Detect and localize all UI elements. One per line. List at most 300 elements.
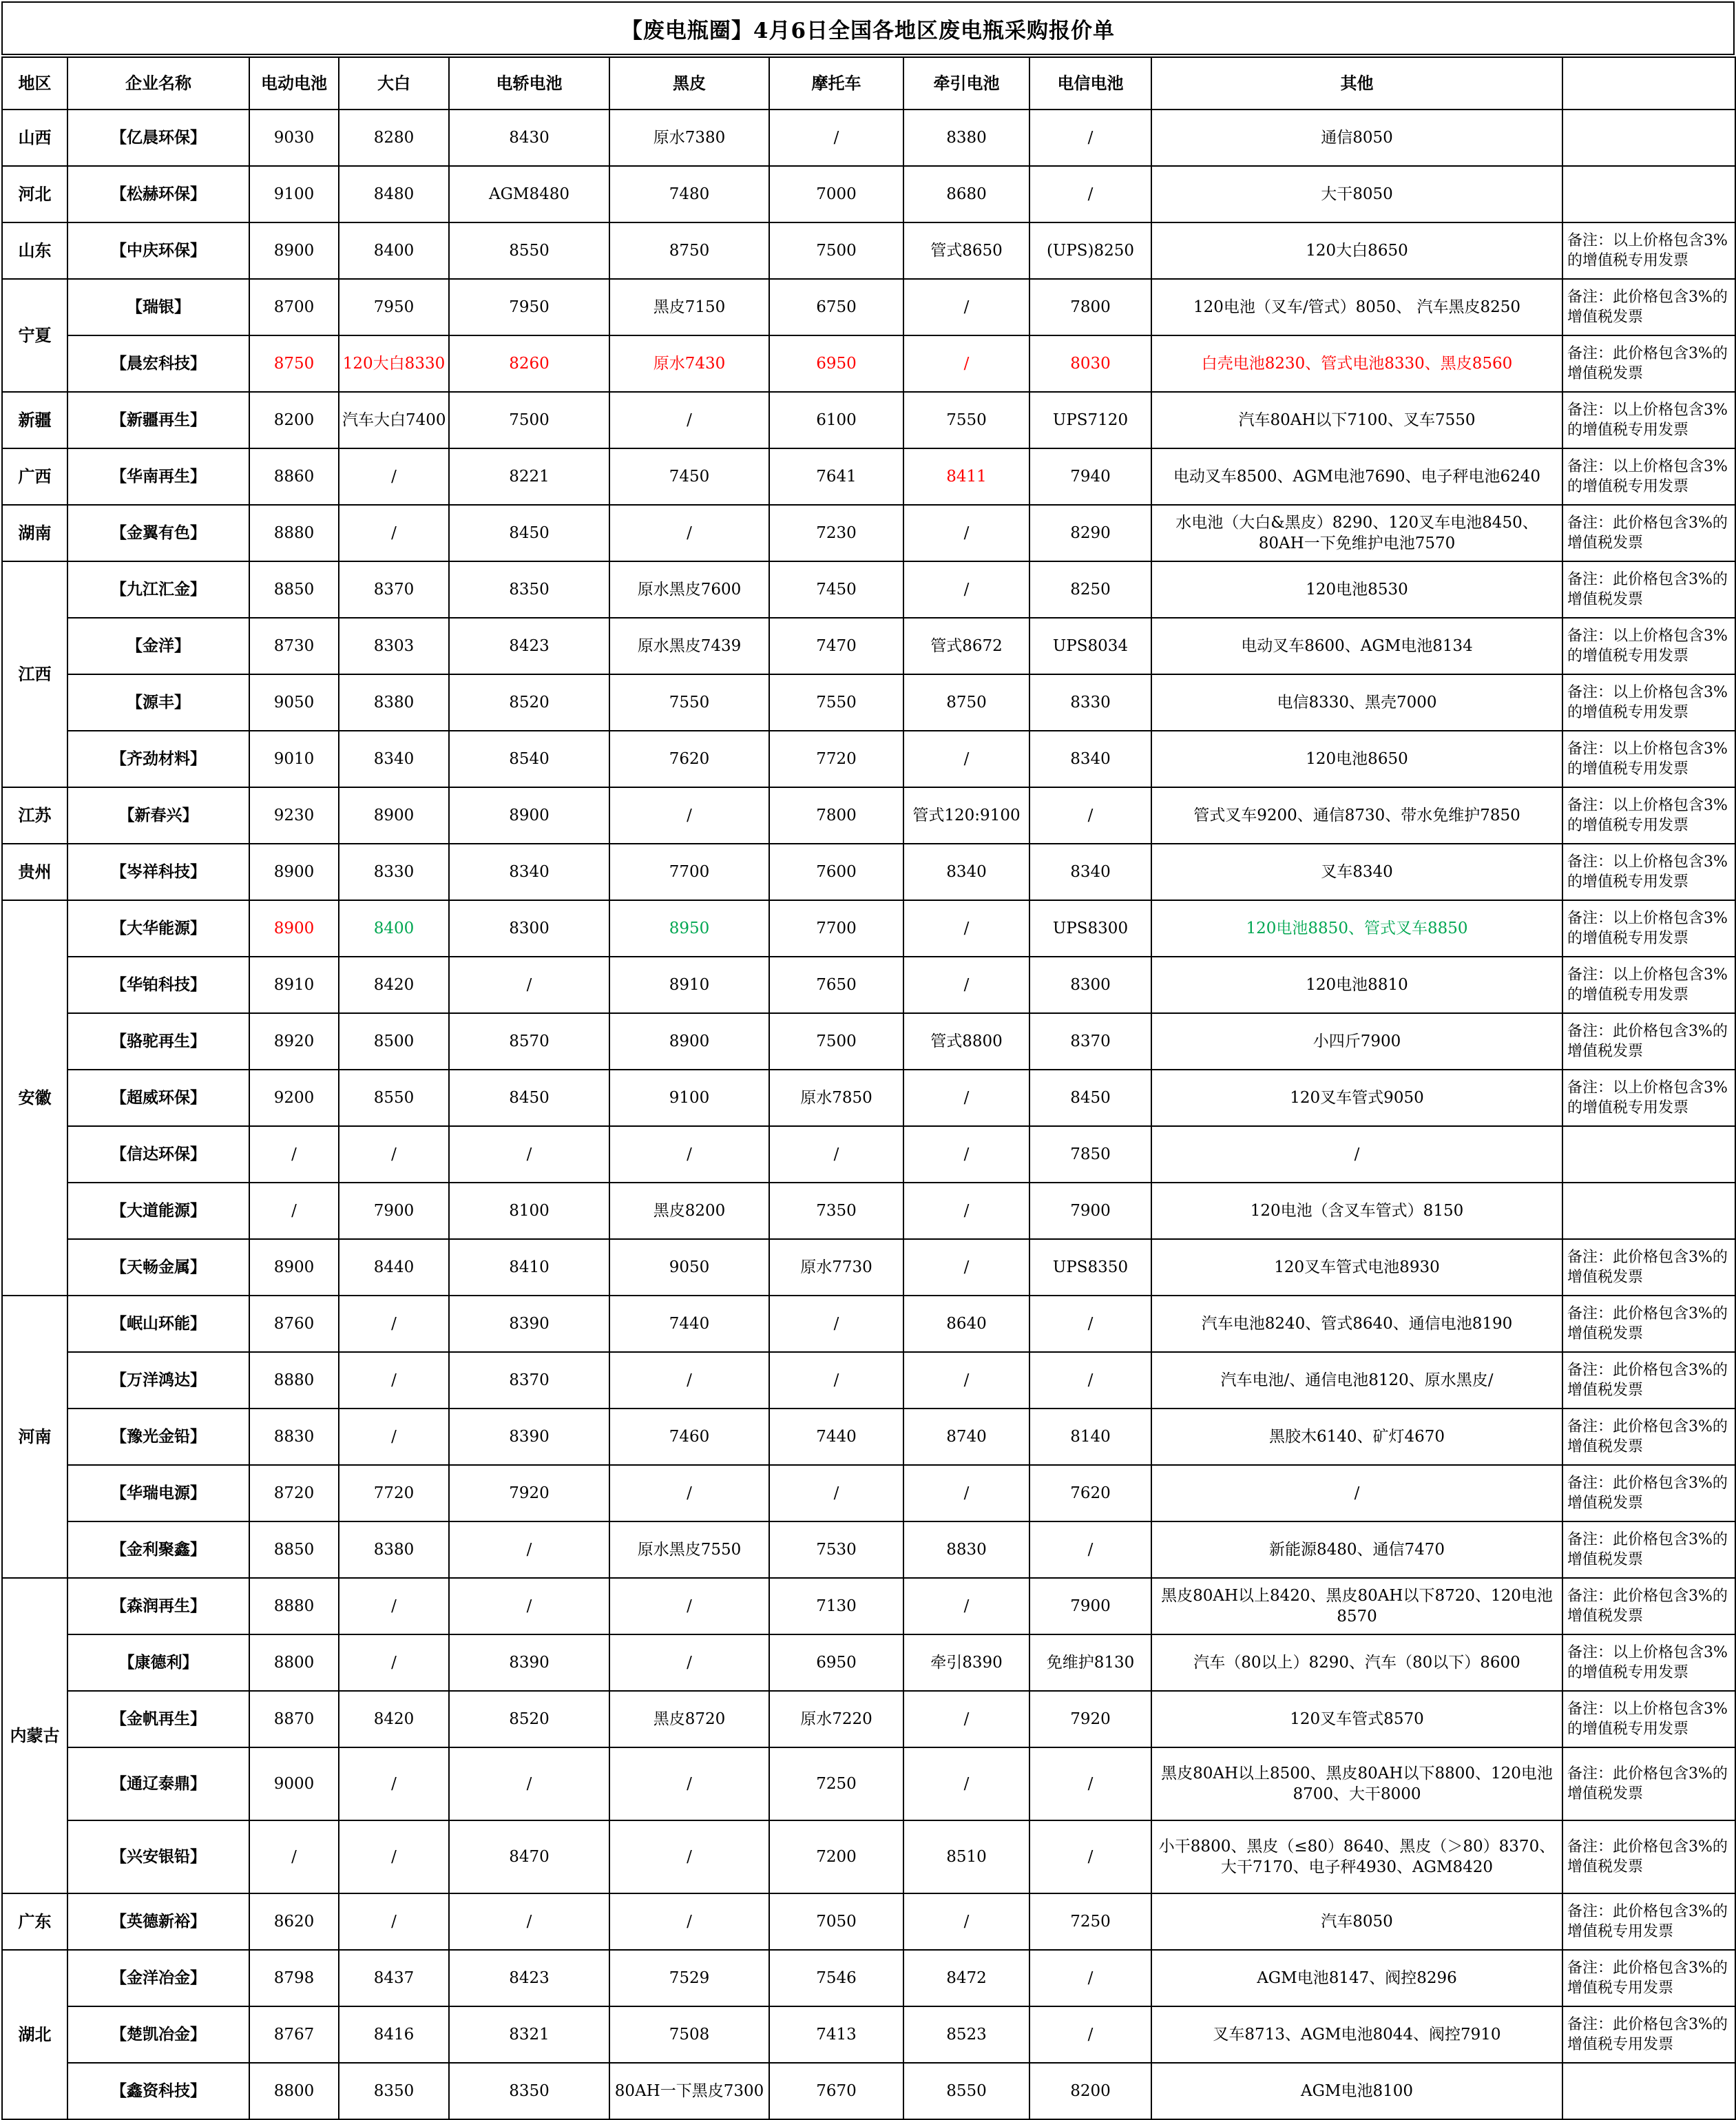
note-cell: 备注：此价格包含3%的增值税发票 xyxy=(1562,1409,1735,1465)
ev-battery-cell: 8900 xyxy=(249,1239,339,1296)
traction-cell: / xyxy=(903,335,1029,392)
dabai-cell: 7720 xyxy=(339,1465,449,1521)
traction-cell: 管式8650 xyxy=(903,222,1029,279)
other-cell: 电动叉车8600、AGM电池8134 xyxy=(1151,618,1562,674)
traction-cell: / xyxy=(903,1239,1029,1296)
dianjiao-cell: 8300 xyxy=(449,900,609,957)
other-cell: 120电池8850、管式叉车8850 xyxy=(1151,900,1562,957)
heipi-cell: 8950 xyxy=(609,900,769,957)
company-cell: 【大华能源】 xyxy=(67,900,249,957)
traction-cell: 管式120:9100 xyxy=(903,787,1029,844)
heipi-cell: 7450 xyxy=(609,448,769,505)
heipi-cell: 7550 xyxy=(609,674,769,731)
company-cell: 【兴安银铅】 xyxy=(67,1820,249,1893)
ev-battery-cell: 8920 xyxy=(249,1013,339,1070)
other-cell: 120叉车管式9050 xyxy=(1151,1070,1562,1126)
region-cell: 宁夏 xyxy=(2,279,67,392)
ev-battery-cell: 8830 xyxy=(249,1409,339,1465)
ev-battery-cell: 8880 xyxy=(249,1352,339,1409)
telecom-cell: 免维护8130 xyxy=(1029,1634,1151,1691)
ev-battery-cell: 8798 xyxy=(249,1950,339,2006)
traction-cell: 8510 xyxy=(903,1820,1029,1893)
telecom-cell: 8300 xyxy=(1029,957,1151,1013)
motorcycle-cell: 6750 xyxy=(769,279,903,335)
table-row xyxy=(2,674,1735,731)
price-sheet xyxy=(1,1,1735,2120)
header-telecom: 电信电池 xyxy=(1029,57,1151,110)
heipi-cell: 8750 xyxy=(609,222,769,279)
heipi-cell: 7620 xyxy=(609,731,769,787)
table-row xyxy=(2,1183,1735,1239)
telecom-cell: 7620 xyxy=(1029,1465,1151,1521)
dabai-cell: / xyxy=(339,1747,449,1820)
dianjiao-cell: / xyxy=(449,1521,609,1578)
company-cell: 【通辽泰鼎】 xyxy=(67,1747,249,1820)
dianjiao-cell: / xyxy=(449,957,609,1013)
table-row xyxy=(2,2006,1735,2063)
table-row xyxy=(2,1070,1735,1126)
ev-battery-cell: 8760 xyxy=(249,1296,339,1352)
dabai-cell: 120大白8330 xyxy=(339,335,449,392)
dabai-cell: 8380 xyxy=(339,1521,449,1578)
other-cell: 汽车8050 xyxy=(1151,1893,1562,1950)
note-cell: 备注：此价格包含3%的增值税专用发票 xyxy=(1562,2006,1735,2063)
motorcycle-cell: 7546 xyxy=(769,1950,903,2006)
note-cell: 备注：此价格包含3%的增值税发票 xyxy=(1562,1352,1735,1409)
table-row xyxy=(2,787,1735,844)
note-cell: 备注：此价格包含3%的增值税发票 xyxy=(1562,1296,1735,1352)
region-cell: 河北 xyxy=(2,166,67,222)
region-cell: 贵州 xyxy=(2,844,67,900)
ev-battery-cell: 8720 xyxy=(249,1465,339,1521)
telecom-cell: (UPS)8250 xyxy=(1029,222,1151,279)
region-cell: 江苏 xyxy=(2,787,67,844)
dianjiao-cell: / xyxy=(449,1747,609,1820)
heipi-cell: 7480 xyxy=(609,166,769,222)
dianjiao-cell: 8450 xyxy=(449,505,609,561)
company-cell: 【金帆再生】 xyxy=(67,1691,249,1747)
other-cell: / xyxy=(1151,1126,1562,1183)
table-row xyxy=(2,1126,1735,1183)
company-cell: 【鑫资科技】 xyxy=(67,2063,249,2119)
dabai-cell: 8420 xyxy=(339,957,449,1013)
dabai-cell: 8900 xyxy=(339,787,449,844)
company-cell: 【天畅金属】 xyxy=(67,1239,249,1296)
motorcycle-cell: 7700 xyxy=(769,900,903,957)
note-cell xyxy=(1562,1183,1735,1239)
dabai-cell: / xyxy=(339,1893,449,1950)
traction-cell: / xyxy=(903,1578,1029,1634)
other-cell: 120叉车管式8570 xyxy=(1151,1691,1562,1747)
traction-cell: 牵引8390 xyxy=(903,1634,1029,1691)
motorcycle-cell: 7350 xyxy=(769,1183,903,1239)
table-row xyxy=(2,2063,1735,2119)
ev-battery-cell: 9030 xyxy=(249,110,339,166)
traction-cell: 8740 xyxy=(903,1409,1029,1465)
ev-battery-cell: 8870 xyxy=(249,1691,339,1747)
dianjiao-cell: 8423 xyxy=(449,1950,609,2006)
motorcycle-cell: 7413 xyxy=(769,2006,903,2063)
motorcycle-cell: 7550 xyxy=(769,674,903,731)
dabai-cell: 汽车大白7400 xyxy=(339,392,449,448)
company-cell: 【源丰】 xyxy=(67,674,249,731)
motorcycle-cell: / xyxy=(769,110,903,166)
company-cell: 【金翼有色】 xyxy=(67,505,249,561)
traction-cell: 8523 xyxy=(903,2006,1029,2063)
company-cell: 【新疆再生】 xyxy=(67,392,249,448)
heipi-cell: 8900 xyxy=(609,1013,769,1070)
telecom-cell: 8290 xyxy=(1029,505,1151,561)
note-cell: 备注：此价格包含3%的增值税专用发票 xyxy=(1562,1950,1735,2006)
dianjiao-cell: 8350 xyxy=(449,561,609,618)
note-cell: 备注：此价格包含3%的增值税发票 xyxy=(1562,561,1735,618)
ev-battery-cell: 8750 xyxy=(249,335,339,392)
company-cell: 【万洋鸿达】 xyxy=(67,1352,249,1409)
company-cell: 【齐劲材料】 xyxy=(67,731,249,787)
telecom-cell: / xyxy=(1029,787,1151,844)
motorcycle-cell: 6950 xyxy=(769,1634,903,1691)
telecom-cell: 8450 xyxy=(1029,1070,1151,1126)
heipi-cell: 9100 xyxy=(609,1070,769,1126)
other-cell: 叉车8340 xyxy=(1151,844,1562,900)
note-cell: 备注：以上价格包含3%的增值税专用发票 xyxy=(1562,674,1735,731)
traction-cell: / xyxy=(903,561,1029,618)
telecom-cell: / xyxy=(1029,1521,1151,1578)
motorcycle-cell: 7050 xyxy=(769,1893,903,1950)
ev-battery-cell: 9200 xyxy=(249,1070,339,1126)
motorcycle-cell: 7000 xyxy=(769,166,903,222)
dabai-cell: 8400 xyxy=(339,222,449,279)
dianjiao-cell: 7950 xyxy=(449,279,609,335)
dianjiao-cell: 8100 xyxy=(449,1183,609,1239)
note-cell: 备注：以上价格包含3%的增值税专用发票 xyxy=(1562,222,1735,279)
dabai-cell: / xyxy=(339,1409,449,1465)
note-cell: 备注：此价格包含3%的增值税发票 xyxy=(1562,1820,1735,1893)
traction-cell: 管式8672 xyxy=(903,618,1029,674)
ev-battery-cell: 8880 xyxy=(249,505,339,561)
traction-cell: / xyxy=(903,1070,1029,1126)
other-cell: 120电池（叉车/管式）8050、 汽车黑皮8250 xyxy=(1151,279,1562,335)
other-cell: 汽车（80以上）8290、汽车（80以下）8600 xyxy=(1151,1634,1562,1691)
company-cell: 【金洋】 xyxy=(67,618,249,674)
dabai-cell: 8416 xyxy=(339,2006,449,2063)
table-row xyxy=(2,1239,1735,1296)
traction-cell: 8472 xyxy=(903,1950,1029,2006)
motorcycle-cell: 7200 xyxy=(769,1820,903,1893)
other-cell: 管式叉车9200、通信8730、带水免维护7850 xyxy=(1151,787,1562,844)
telecom-cell: / xyxy=(1029,1352,1151,1409)
motorcycle-cell: 7440 xyxy=(769,1409,903,1465)
traction-cell: / xyxy=(903,1747,1029,1820)
ev-battery-cell: 9000 xyxy=(249,1747,339,1820)
dianjiao-cell: 8370 xyxy=(449,1352,609,1409)
company-cell: 【信达环保】 xyxy=(67,1126,249,1183)
dabai-cell: 8480 xyxy=(339,166,449,222)
motorcycle-cell: / xyxy=(769,1352,903,1409)
ev-battery-cell: 8200 xyxy=(249,392,339,448)
company-cell: 【骆驼再生】 xyxy=(67,1013,249,1070)
company-cell: 【九江汇金】 xyxy=(67,561,249,618)
dianjiao-cell: 8410 xyxy=(449,1239,609,1296)
motorcycle-cell: 7250 xyxy=(769,1747,903,1820)
table-row xyxy=(2,900,1735,957)
motorcycle-cell: 原水7220 xyxy=(769,1691,903,1747)
dabai-cell: / xyxy=(339,1352,449,1409)
sheet-title: 【废电瓶圈】4月6日全国各地区废电瓶采购报价单 xyxy=(1,1,1735,55)
ev-battery-cell: 9230 xyxy=(249,787,339,844)
dabai-cell: 8500 xyxy=(339,1013,449,1070)
traction-cell: 7550 xyxy=(903,392,1029,448)
ev-battery-cell: 8910 xyxy=(249,957,339,1013)
other-cell: 汽车80AH以下7100、叉车7550 xyxy=(1151,392,1562,448)
other-cell: 水电池（大白&黑皮）8290、120叉车电池8450、80AH一下免维护电池7570 xyxy=(1151,505,1562,561)
table-row xyxy=(2,1578,1735,1634)
heipi-cell: / xyxy=(609,1893,769,1950)
dianjiao-cell: 8540 xyxy=(449,731,609,787)
dabai-cell: 7900 xyxy=(339,1183,449,1239)
telecom-cell: UPS8034 xyxy=(1029,618,1151,674)
telecom-cell: / xyxy=(1029,166,1151,222)
heipi-cell: 7700 xyxy=(609,844,769,900)
heipi-cell: 原水7430 xyxy=(609,335,769,392)
ev-battery-cell: 9050 xyxy=(249,674,339,731)
traction-cell: / xyxy=(903,1183,1029,1239)
region-cell: 广西 xyxy=(2,448,67,505)
note-cell: 备注：此价格包含3%的增值税发票 xyxy=(1562,1521,1735,1578)
traction-cell: / xyxy=(903,731,1029,787)
ev-battery-cell: 8620 xyxy=(249,1893,339,1950)
dabai-cell: 7950 xyxy=(339,279,449,335)
note-cell: 备注：以上价格包含3%的增值税专用发票 xyxy=(1562,1070,1735,1126)
motorcycle-cell: 7720 xyxy=(769,731,903,787)
dianjiao-cell: 8390 xyxy=(449,1409,609,1465)
table-row xyxy=(2,279,1735,335)
other-cell: / xyxy=(1151,1465,1562,1521)
dabai-cell: 8420 xyxy=(339,1691,449,1747)
note-cell: 备注：此价格包含3%的增值税发票 xyxy=(1562,505,1735,561)
dabai-cell: 8330 xyxy=(339,844,449,900)
ev-battery-cell: / xyxy=(249,1126,339,1183)
ev-battery-cell: 8700 xyxy=(249,279,339,335)
heipi-cell: / xyxy=(609,1820,769,1893)
table-row xyxy=(2,1409,1735,1465)
company-cell: 【大道能源】 xyxy=(67,1183,249,1239)
note-cell xyxy=(1562,1126,1735,1183)
ev-battery-cell: 8767 xyxy=(249,2006,339,2063)
table-row xyxy=(2,1296,1735,1352)
traction-cell: / xyxy=(903,1465,1029,1521)
header-other: 其他 xyxy=(1151,57,1562,110)
other-cell: 电信8330、黑壳7000 xyxy=(1151,674,1562,731)
other-cell: 白壳电池8230、管式电池8330、黑皮8560 xyxy=(1151,335,1562,392)
dianjiao-cell: 7500 xyxy=(449,392,609,448)
traction-cell: / xyxy=(903,279,1029,335)
dabai-cell: / xyxy=(339,448,449,505)
traction-cell: 8550 xyxy=(903,2063,1029,2119)
table-row xyxy=(2,1820,1735,1893)
table-row xyxy=(2,1950,1735,2006)
motorcycle-cell: / xyxy=(769,1296,903,1352)
other-cell: AGM电池8147、阀控8296 xyxy=(1151,1950,1562,2006)
other-cell: 120电池8650 xyxy=(1151,731,1562,787)
dianjiao-cell: 8570 xyxy=(449,1013,609,1070)
dianjiao-cell: 7920 xyxy=(449,1465,609,1521)
dianjiao-cell: AGM8480 xyxy=(449,166,609,222)
note-cell: 备注：以上价格包含3%的增值税专用发票 xyxy=(1562,731,1735,787)
traction-cell: / xyxy=(903,1126,1029,1183)
note-cell: 备注：此价格包含3%的增值税发票 xyxy=(1562,1465,1735,1521)
other-cell: 120电池（含叉车管式）8150 xyxy=(1151,1183,1562,1239)
note-cell: 备注：以上价格包含3%的增值税专用发票 xyxy=(1562,900,1735,957)
heipi-cell: 原水7380 xyxy=(609,110,769,166)
dianjiao-cell: / xyxy=(449,1578,609,1634)
table-row xyxy=(2,844,1735,900)
dabai-cell: / xyxy=(339,1296,449,1352)
header-region: 地区 xyxy=(2,57,67,110)
dabai-cell: / xyxy=(339,1578,449,1634)
heipi-cell: 原水黑皮7600 xyxy=(609,561,769,618)
traction-cell: / xyxy=(903,1893,1029,1950)
table-row xyxy=(2,957,1735,1013)
company-cell: 【中庆环保】 xyxy=(67,222,249,279)
company-cell: 【松赫环保】 xyxy=(67,166,249,222)
price-table xyxy=(1,56,1736,2120)
note-cell: 备注：以上价格包含3%的增值税专用发票 xyxy=(1562,448,1735,505)
motorcycle-cell: 7530 xyxy=(769,1521,903,1578)
telecom-cell: / xyxy=(1029,1296,1151,1352)
table-row xyxy=(2,166,1735,222)
header-company: 企业名称 xyxy=(67,57,249,110)
dianjiao-cell: 8470 xyxy=(449,1820,609,1893)
ev-battery-cell: / xyxy=(249,1183,339,1239)
company-cell: 【英德新裕】 xyxy=(67,1893,249,1950)
dabai-cell: 8370 xyxy=(339,561,449,618)
note-cell xyxy=(1562,166,1735,222)
dianjiao-cell: 8430 xyxy=(449,110,609,166)
note-cell: 备注：以上价格包含3%的增值税专用发票 xyxy=(1562,618,1735,674)
other-cell: 120电池8530 xyxy=(1151,561,1562,618)
motorcycle-cell: 7470 xyxy=(769,618,903,674)
heipi-cell: 7529 xyxy=(609,1950,769,2006)
dabai-cell: / xyxy=(339,1126,449,1183)
dianjiao-cell: / xyxy=(449,1893,609,1950)
header-ev-battery: 电动电池 xyxy=(249,57,339,110)
heipi-cell: / xyxy=(609,1578,769,1634)
ev-battery-cell: 8900 xyxy=(249,844,339,900)
other-cell: 小四斤7900 xyxy=(1151,1013,1562,1070)
heipi-cell: 黑皮8200 xyxy=(609,1183,769,1239)
dabai-cell: 8380 xyxy=(339,674,449,731)
heipi-cell: 7508 xyxy=(609,2006,769,2063)
heipi-cell: / xyxy=(609,1747,769,1820)
other-cell: 新能源8480、通信7470 xyxy=(1151,1521,1562,1578)
ev-battery-cell: 8850 xyxy=(249,1521,339,1578)
table-row xyxy=(2,731,1735,787)
heipi-cell: / xyxy=(609,505,769,561)
ev-battery-cell: 8850 xyxy=(249,561,339,618)
company-cell: 【新春兴】 xyxy=(67,787,249,844)
table-row xyxy=(2,1747,1735,1820)
header-heipi: 黑皮 xyxy=(609,57,769,110)
ev-battery-cell: 8860 xyxy=(249,448,339,505)
other-cell: 叉车8713、AGM电池8044、阀控7910 xyxy=(1151,2006,1562,2063)
company-cell: 【豫光金铅】 xyxy=(67,1409,249,1465)
note-cell: 备注：此价格包含3%的增值税发票 xyxy=(1562,279,1735,335)
note-cell: 备注：此价格包含3%的增值税发票 xyxy=(1562,335,1735,392)
ev-battery-cell: / xyxy=(249,1820,339,1893)
region-cell: 河南 xyxy=(2,1296,67,1578)
telecom-cell: / xyxy=(1029,110,1151,166)
dianjiao-cell: 8260 xyxy=(449,335,609,392)
traction-cell: / xyxy=(903,1352,1029,1409)
motorcycle-cell: / xyxy=(769,1126,903,1183)
telecom-cell: 8340 xyxy=(1029,844,1151,900)
header-dianjiao: 电轿电池 xyxy=(449,57,609,110)
traction-cell: 8680 xyxy=(903,166,1029,222)
region-cell: 江西 xyxy=(2,561,67,787)
other-cell: 黑皮80AH以上8420、黑皮80AH以下8720、120电池8570 xyxy=(1151,1578,1562,1634)
dianjiao-cell: 8520 xyxy=(449,1691,609,1747)
table-row xyxy=(2,110,1735,166)
table-row xyxy=(2,335,1735,392)
region-cell: 山东 xyxy=(2,222,67,279)
region-cell: 广东 xyxy=(2,1893,67,1950)
traction-cell: / xyxy=(903,900,1029,957)
table-row xyxy=(2,392,1735,448)
heipi-cell: 8910 xyxy=(609,957,769,1013)
note-cell: 备注：以上价格包含3%的增值税专用发票 xyxy=(1562,957,1735,1013)
ev-battery-cell: 8730 xyxy=(249,618,339,674)
traction-cell: / xyxy=(903,505,1029,561)
motorcycle-cell: 原水7850 xyxy=(769,1070,903,1126)
company-cell: 【岑祥科技】 xyxy=(67,844,249,900)
telecom-cell: UPS7120 xyxy=(1029,392,1151,448)
note-cell: 备注：以上价格包含3%的增值税专用发票 xyxy=(1562,844,1735,900)
company-cell: 【超威环保】 xyxy=(67,1070,249,1126)
region-cell: 湖南 xyxy=(2,505,67,561)
telecom-cell: 8330 xyxy=(1029,674,1151,731)
dianjiao-cell: 8450 xyxy=(449,1070,609,1126)
note-cell: 备注：此价格包含3%的增值税发票 xyxy=(1562,1239,1735,1296)
dianjiao-cell: 8221 xyxy=(449,448,609,505)
motorcycle-cell: 6100 xyxy=(769,392,903,448)
other-cell: 大干8050 xyxy=(1151,166,1562,222)
dabai-cell: 8437 xyxy=(339,1950,449,2006)
note-cell: 备注：以上价格包含3%的增值税专用发票 xyxy=(1562,392,1735,448)
company-cell: 【瑞银】 xyxy=(67,279,249,335)
company-cell: 【森润再生】 xyxy=(67,1578,249,1634)
table-row xyxy=(2,1893,1735,1950)
ev-battery-cell: 8880 xyxy=(249,1578,339,1634)
telecom-cell: / xyxy=(1029,1747,1151,1820)
dianjiao-cell: 8321 xyxy=(449,2006,609,2063)
motorcycle-cell: 7600 xyxy=(769,844,903,900)
table-row xyxy=(2,1634,1735,1691)
company-cell: 【楚凯冶金】 xyxy=(67,2006,249,2063)
telecom-cell: 8340 xyxy=(1029,731,1151,787)
other-cell: 汽车电池8240、管式8640、通信电池8190 xyxy=(1151,1296,1562,1352)
heipi-cell: 黑皮8720 xyxy=(609,1691,769,1747)
telecom-cell: 7920 xyxy=(1029,1691,1151,1747)
dabai-cell: 8550 xyxy=(339,1070,449,1126)
heipi-cell: 9050 xyxy=(609,1239,769,1296)
dabai-cell: / xyxy=(339,505,449,561)
note-cell: 备注：此价格包含3%的增值税发票 xyxy=(1562,1013,1735,1070)
dabai-cell: / xyxy=(339,1820,449,1893)
table-row xyxy=(2,1013,1735,1070)
motorcycle-cell: 7641 xyxy=(769,448,903,505)
region-cell: 山西 xyxy=(2,110,67,166)
